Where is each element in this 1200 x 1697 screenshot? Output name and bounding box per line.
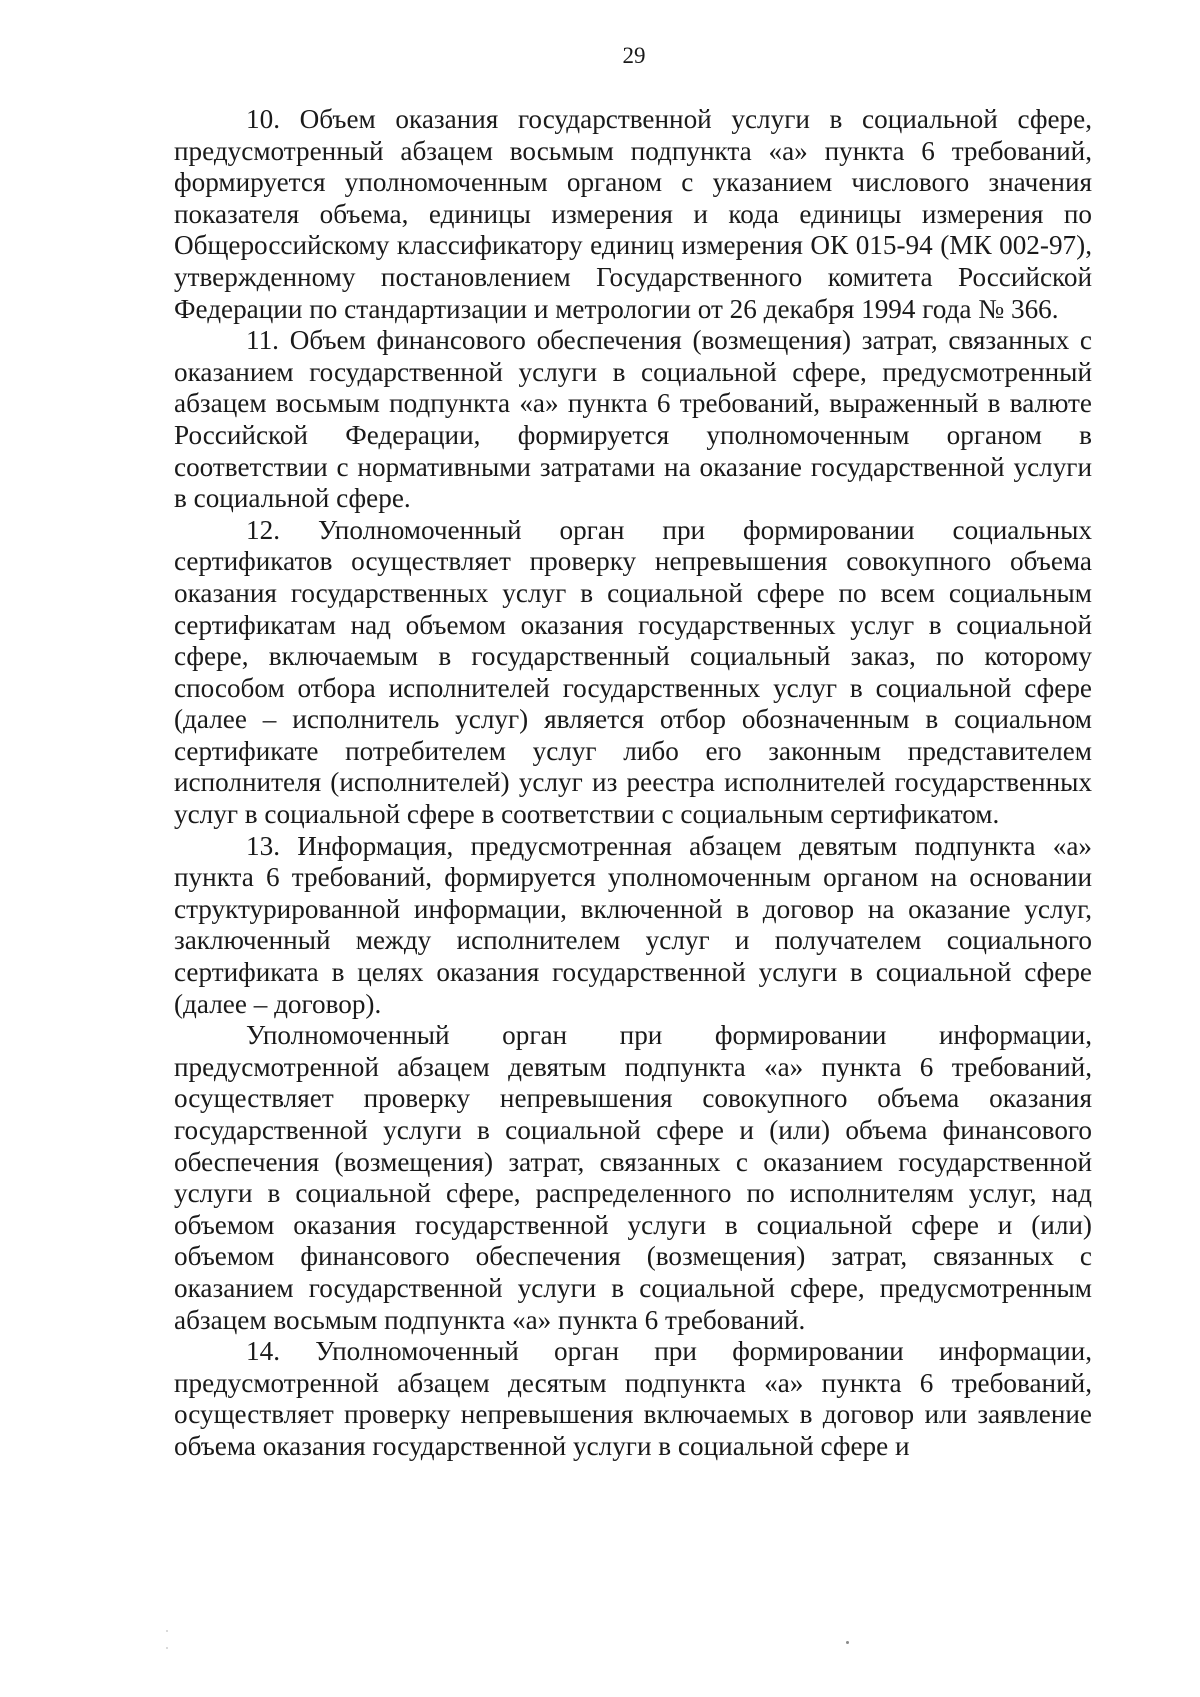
scan-speck [166,1630,168,1632]
paragraph-12: 12. Уполномоченный орган при формировании социальных сертификатов осуществляет проверку непревышения совокупного объема оказания государственных услуг в социальной сфере по всем социальным сертификатам над объемом оказания государственных услуг в социальной сфере, включаемым в государственный социальный заказ, по которому способом отбора исполнителей государственных услуг в социальной сфере (далее – исполнитель услуг) является отбор обозначенным в социальном сертификате потребителем услуг либо его законным представителем исполнителя (исполнителей) услуг из реестра исполнителей государственных услуг в социальной сфере в соответствии с социальным сертификатом. [174,514,1092,830]
scan-speck [846,1641,849,1644]
paragraph-14: 14. Уполномоченный орган при формировании информации, предусмотренной абзацем десятым подпункта «а» пункта 6 требований, осуществляет проверку непревышения включаемых в договор или заявление объема оказания государственной услуги в социальной сфере и [174,1336,1092,1461]
document-body [174,104,1092,1463]
page-number: 29 [622,43,646,68]
paragraph-13-continuation: Уполномоченный орган при формировании информации, предусмотренной абзацем девятым подпункта «а» пункта 6 требований, осуществляет проверку непревышения совокупного объема оказания государственной услуги в социальной сфере и (или) объема финансового обеспечения (возмещения) затрат, связанных с оказанием государственной услуги в социальной сфере, распределенного по исполнителям услуг, над объемом оказания государственной услуги в социальной сфере и (или) объемом финансового обеспечения (возмещения) затрат, связанных с оказанием государственной услуги в социальной сфере, предусмотренным абзацем восьмым подпункта «а» пункта 6 требований. [174,1020,1092,1335]
paragraph-11: 11. Объем финансового обеспечения (возмещения) затрат, связанных с оказанием государственной услуги в социальной сфере, предусмотренный абзацем восьмым подпункта «а» пункта 6 требований, выраженный в валюте Российской Федерации, формируется уполномоченным органом в соответствии с нормативными затратами на оказание государственной услуги в социальной сфере. [174,325,1092,514]
paragraph-13: 13. Информация, предусмотренная абзацем девятым подпункта «а» пункта 6 требований, формируется уполномоченным органом на основании структурированной информации, включенной в договор на оказание услуг, заключенный между исполнителем услуг и получателем социального сертификата в целях оказания государственной услуги в социальной сфере (далее – договор). [174,830,1092,1019]
scan-speck [166,1647,168,1649]
paragraph-10: 10. Объем оказания государственной услуги в социальной сфере, предусмотренный абзацем восьмым подпункта «а» пункта 6 требований, формируется уполномоченным органом с указанием числового значения показателя объема, единицы измерения и кода единицы измерения по Общероссийскому классификатору единиц измерения ОК 015-94 (МК 002-97), утвержденному постановлением Государственного комитета Российской Федерации по стандартизации и метрологии от 26 декабря 1994 года № 366. [174,104,1092,324]
